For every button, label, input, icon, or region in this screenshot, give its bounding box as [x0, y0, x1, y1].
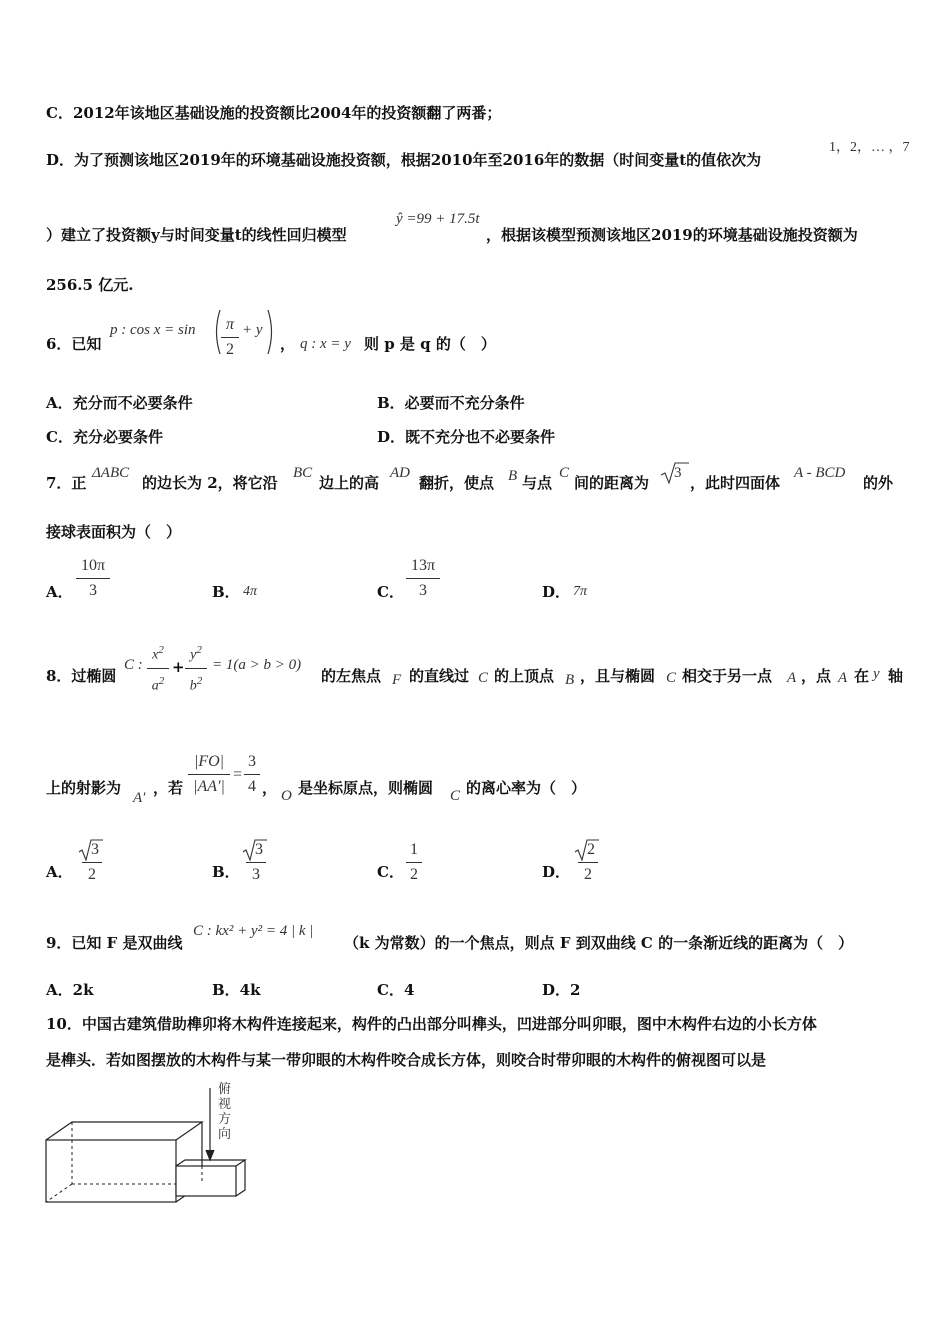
q6-option-d[interactable]: D．既不充分也不必要条件 [377, 428, 556, 446]
q7-text-3: 边上的高 [319, 474, 380, 492]
q8-text-5: ，且与椭圆 [580, 667, 656, 685]
q8-b: b [189, 678, 197, 694]
tenon-block [176, 1160, 245, 1196]
q7-point-b: B [508, 468, 518, 484]
q9-option-b[interactable]: B．4k [212, 981, 261, 999]
q7-bc: BC [293, 465, 313, 481]
q8-a-point-2: A [838, 670, 848, 686]
q7-option-d-label[interactable]: D． [542, 583, 571, 601]
q8-line2-b: ，若 [153, 779, 184, 797]
q5-option-d-line1: D．为了预测该地区2019年的环境基础设施投资额，根据2010年至2016年的数据（时间变量t的值依次为 [46, 151, 762, 169]
q6-proposition-p: p : cos x = sin [110, 322, 196, 338]
q8-option-a-label[interactable]: A． [46, 863, 73, 881]
q7-sqrt3-value: 3 [674, 465, 682, 481]
tenon-figure [40, 1080, 270, 1210]
q7-option-c-num: 13π [406, 556, 440, 579]
q8-equals: = [233, 766, 243, 783]
q9-text-1: 9．已知 F 是双曲线 [46, 934, 183, 952]
q7-text-8: 的外 [863, 474, 894, 492]
q6-comma: ， [280, 335, 296, 353]
q6-pi: π [221, 315, 239, 338]
q8-option-c-label[interactable]: C． [377, 863, 404, 881]
q7-option-a-frac [76, 556, 110, 601]
q8-text-1: 8．过椭圆 [46, 667, 117, 685]
q8-c4: C [450, 788, 461, 804]
q8-y-axis: y [873, 666, 880, 682]
q6-right-paren [266, 308, 276, 356]
q8-option-d-den: 2 [584, 866, 592, 883]
q8-y2: $y^2$ [185, 640, 207, 669]
q5-time-sequence: 1，2，… ，7 [829, 140, 910, 155]
q7-tetrahedron: A - BCD [794, 465, 846, 481]
view-direction-label [218, 1082, 232, 1142]
q8-y-term: y [190, 647, 197, 663]
q8-b-point: B [565, 672, 575, 688]
q8-option-b-label[interactable]: B． [212, 863, 240, 881]
q8-option-b-num: 3 [246, 840, 266, 863]
q8-option-b-frac [246, 840, 266, 885]
fig-char-2: 视 [218, 1097, 232, 1112]
q8-a2: $a^2$ [151, 674, 165, 694]
q8-a: a [151, 678, 159, 694]
q5-regression-model: ŷ =99 + 17.5t [396, 211, 480, 227]
q9-option-c[interactable]: C．4 [377, 981, 415, 999]
q6-pi-over-2 [221, 315, 239, 360]
q6-option-c[interactable]: C．充分必要条件 [46, 428, 163, 446]
q8-option-d-num: 2 [578, 840, 598, 863]
q7-option-a-num: 10π [76, 556, 110, 579]
q8-origin: O [281, 788, 292, 804]
q8-text-7: ，点 [801, 667, 832, 685]
q5-option-c: C．2012年该地区基础设施的投资额比2004年的投资额翻了两番； [46, 104, 502, 122]
q7-option-b-label[interactable]: B． [212, 583, 240, 601]
q8-comma: ， [262, 779, 278, 797]
q7-text-7: ，此时四面体 [690, 474, 781, 492]
q7-text-4: 翻折，使点 [419, 474, 495, 492]
q9-option-d[interactable]: D．2 [542, 981, 581, 999]
q8-option-c-num: 1 [406, 840, 422, 863]
q9-hyperbola: C : kx² + y² = 4 | k | [193, 923, 314, 939]
q8-option-a-den: 2 [88, 866, 96, 883]
q8-three: 3 [244, 752, 260, 775]
q8-f: F [392, 672, 402, 688]
q8-fo-over-aa [188, 752, 230, 797]
q6-prefix: 6．已知 [46, 335, 102, 353]
q7-point-c: C [559, 465, 570, 481]
q7-ad: AD [390, 465, 410, 481]
q8-c2: C [478, 670, 489, 686]
q5-option-d-line3: 256.5 亿元. [46, 276, 134, 294]
q7-text-5: 与点 [522, 474, 553, 492]
q8-option-a-num: 3 [82, 840, 102, 863]
q7-option-a-label[interactable]: A． [46, 583, 73, 601]
q8-c3: C [666, 670, 677, 686]
fig-char-4: 向 [218, 1127, 232, 1142]
fig-char-1: 俯 [218, 1082, 232, 1097]
q8-x: x [152, 647, 159, 663]
q8-aa: |AA′| [193, 778, 225, 795]
q8-line2-a: 上的射影为 [46, 779, 122, 797]
q8-x2-over-a2 [147, 640, 169, 696]
q7-option-a-den: 3 [89, 582, 97, 599]
q7-option-c-den: 3 [419, 582, 427, 599]
q7-option-d-value: 7π [573, 584, 588, 599]
q7-line2: 接球表面积为（ ） [46, 523, 182, 541]
q8-text-4: 的上顶点 [494, 667, 555, 685]
q8-c-label: C : [124, 657, 143, 673]
q8-text-8: 在 [854, 667, 870, 685]
q6-two: 2 [226, 341, 234, 358]
fig-char-3: 方 [218, 1112, 232, 1127]
q7-option-c-frac [406, 556, 440, 601]
q10-line2: 是榫头．若如图摆放的木构件与某一带卯眼的木构件咬合成长方体，则咬合时带卯眼的木构件的俯视图可以是 [46, 1051, 767, 1069]
q7-triangle: ΔABC [92, 465, 130, 481]
view-direction-arrow [206, 1088, 214, 1160]
q7-text-6: 间的距离为 [574, 474, 650, 492]
q8-three-quarters [244, 752, 260, 797]
q6-plus-y: + y [242, 322, 263, 338]
q9-text-2: （k 为常数）的一个焦点，则点 F 到双曲线 C 的一条渐近线的距离为（ ） [344, 934, 854, 952]
q5-option-d-line2a: ）建立了投资额y与时间变量t的线性回归模型 [46, 226, 347, 244]
q8-text-3: 的直线过 [409, 667, 470, 685]
q8-option-d-label[interactable]: D． [542, 863, 571, 881]
q8-condition: = 1(a > b > 0) [212, 657, 302, 673]
q8-y2-over-b2 [185, 640, 207, 696]
q8-plus: + [172, 658, 185, 676]
q8-text-9: 轴 [888, 667, 904, 685]
q7-text-1: 7．正 [46, 474, 87, 492]
q8-line2-c: 是坐标原点，则椭圆 [298, 779, 434, 797]
q8-a-prime: A′ [133, 790, 146, 806]
q8-a-point: A [787, 670, 797, 686]
q8-text-2: 的左焦点 [321, 667, 382, 685]
q7-option-b-value: 4π [243, 584, 258, 599]
q8-option-d-frac [578, 840, 598, 885]
q8-option-a-frac [82, 840, 102, 885]
q8-text-6: 相交于另一点 [682, 667, 773, 685]
q8-line2-d: 的离心率为（ ） [466, 779, 587, 797]
q8-option-b-den: 3 [252, 866, 260, 883]
q7-option-c-label[interactable]: C． [377, 583, 404, 601]
q8-b2: $b^2$ [189, 674, 203, 694]
q8-option-c-frac [406, 840, 422, 885]
q8-fo: |FO| [188, 752, 230, 775]
q8-x2: $x^2$ [147, 640, 169, 669]
q8-option-c-den: 2 [410, 866, 418, 883]
q8-four: 4 [248, 778, 256, 795]
q6-option-b[interactable]: B．必要而不充分条件 [377, 394, 525, 412]
q10-line1: 10．中国古建筑借助榫卯将木构件连接起来，构件的凸出部分叫榫头，凹进部分叫卯眼，图中木构件右边的小长方体 [46, 1015, 817, 1033]
q7-text-2: 的边长为 2，将它沿 [142, 474, 278, 492]
q6-proposition-q: q : x = y [300, 336, 351, 352]
q6-option-a[interactable]: A．充分而不必要条件 [46, 394, 193, 412]
q5-option-d-line2b: ，根据该模型预测该地区2019的环境基础设施投资额为 [486, 226, 858, 244]
q9-option-a[interactable]: A．2k [46, 981, 94, 999]
q6-suffix: 则 p 是 q 的（ ） [364, 335, 496, 353]
